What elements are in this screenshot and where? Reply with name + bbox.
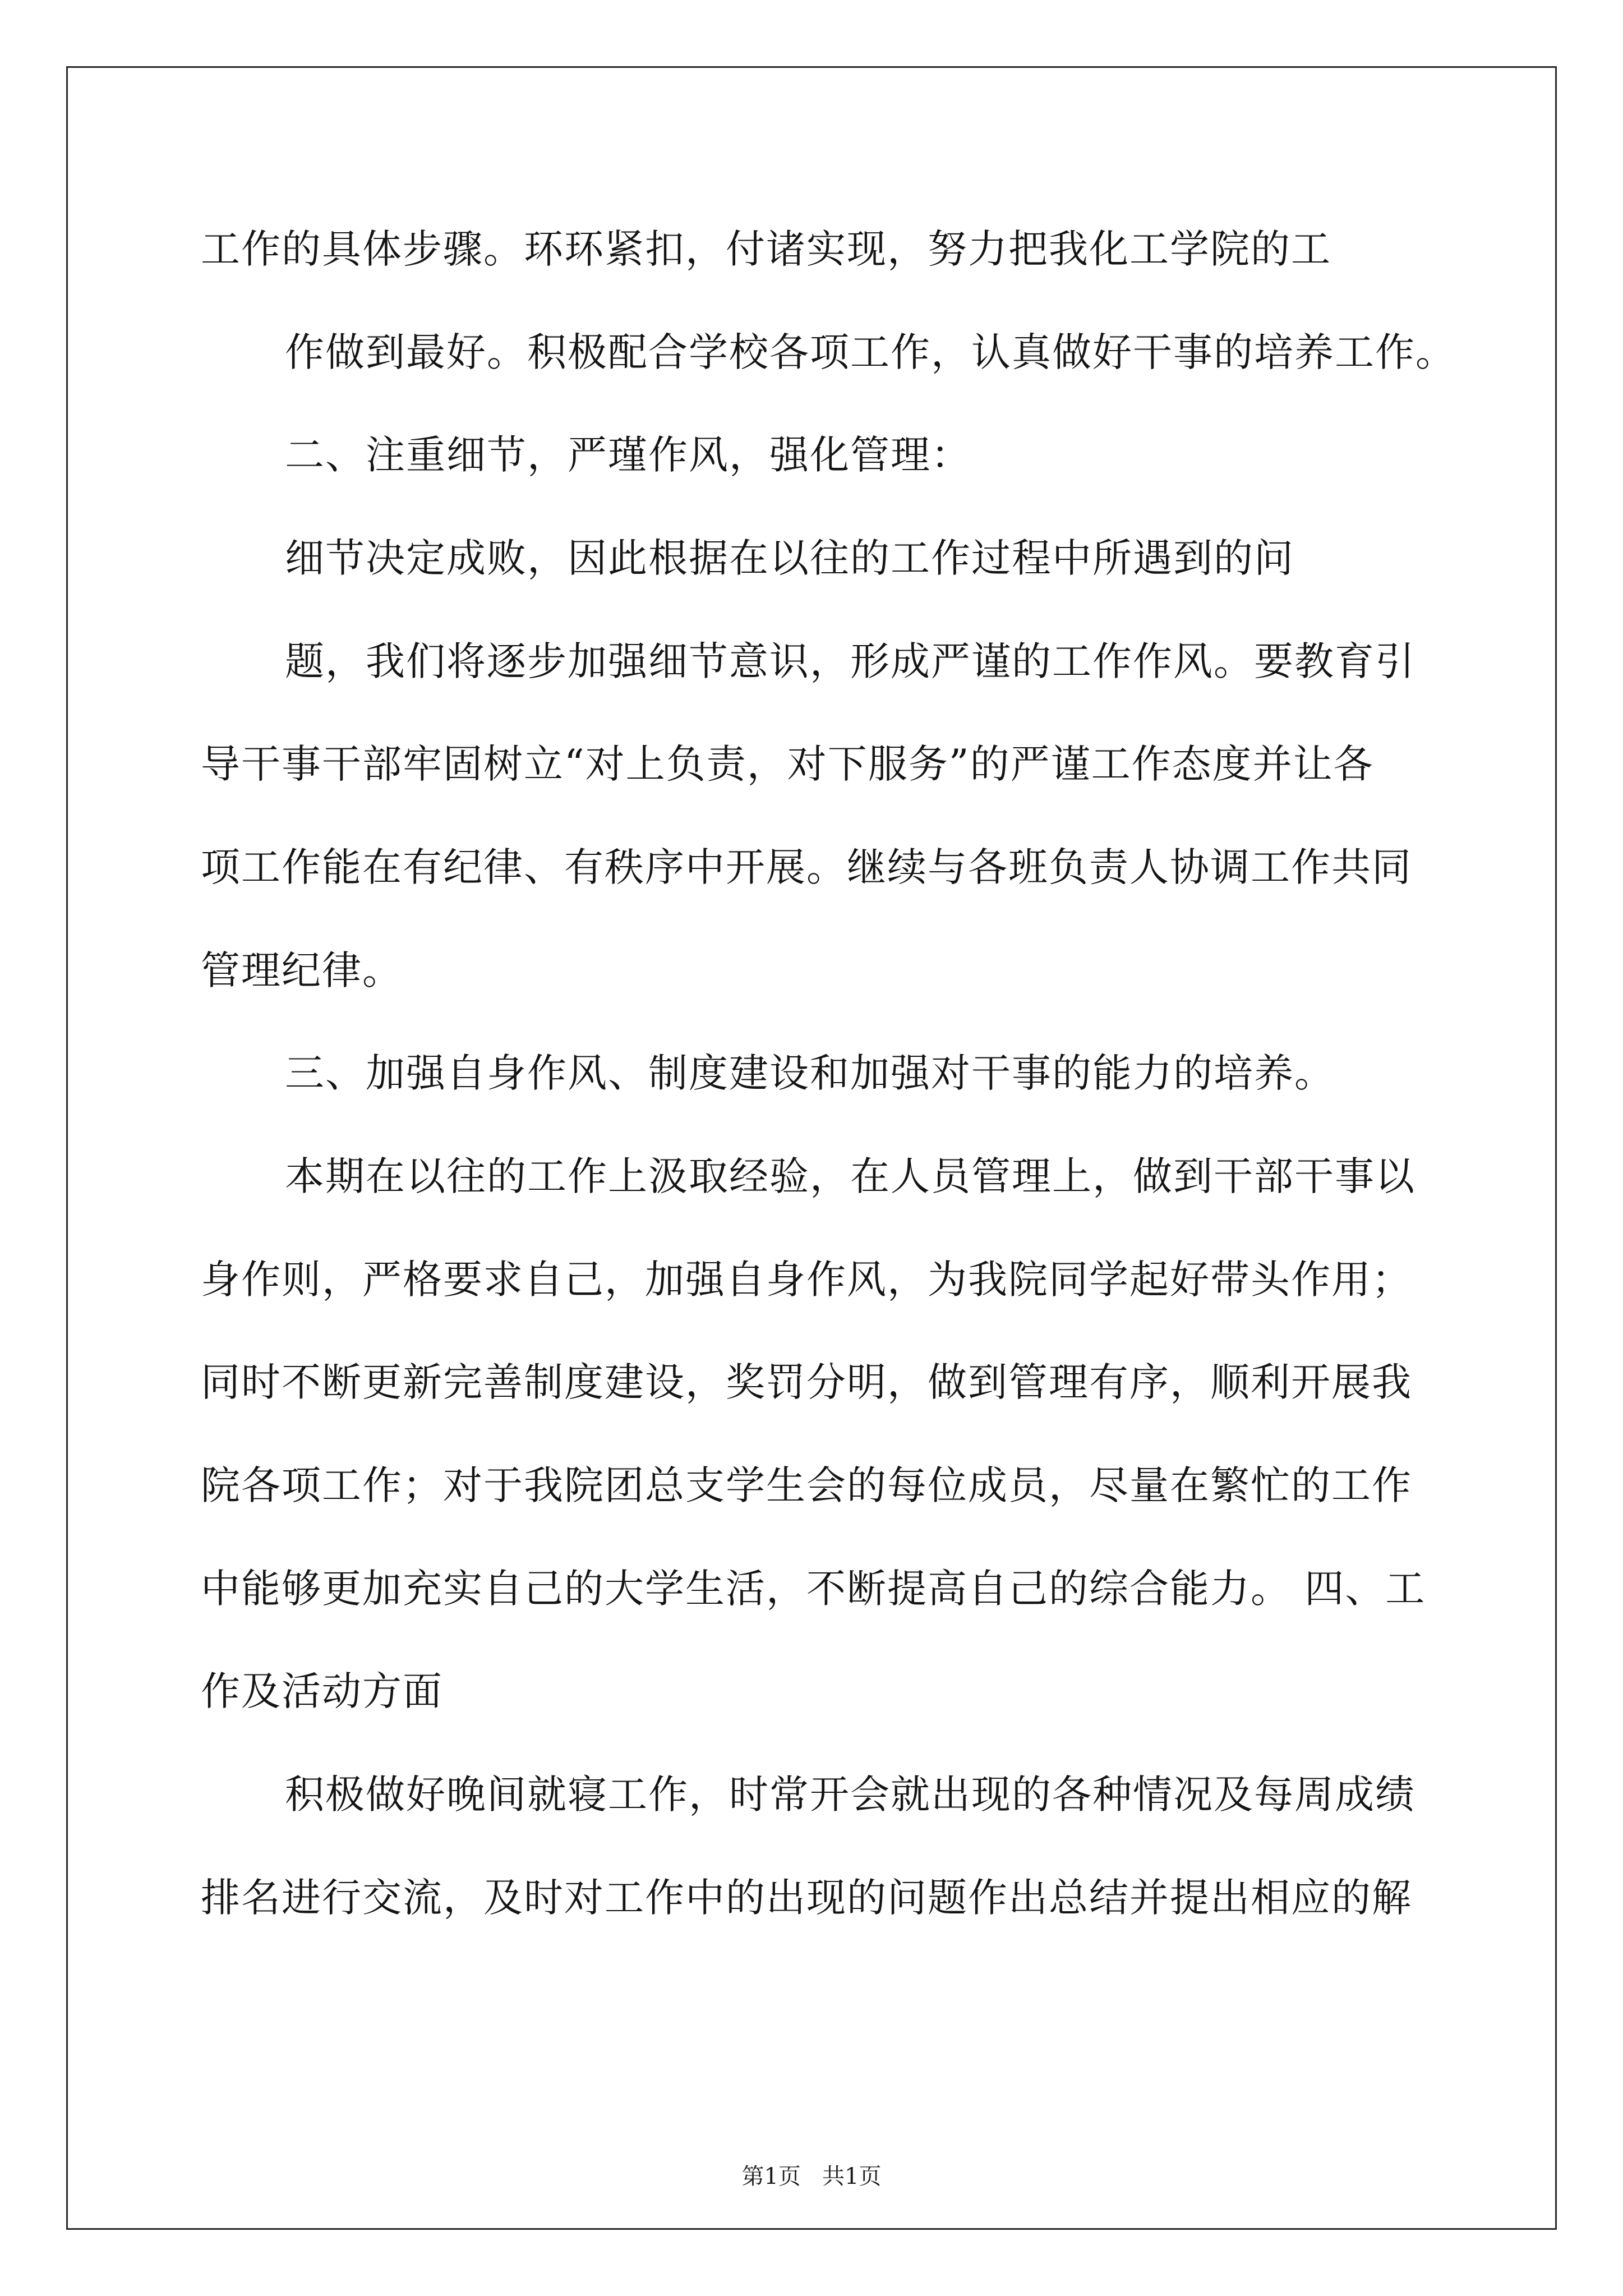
text-line: 作做到最好。积极配合学校各项工作，认真做好干事的培养工作。 xyxy=(285,329,1456,375)
text-line: 本期在以往的工作上汲取经验，在人员管理上，做到干部干事以 xyxy=(285,1153,1415,1199)
text-line: 中能够更加充实自己的大学生活，不断提高自己的综合能力。 四、工 xyxy=(201,1566,1426,1612)
text-line: 院各项工作；对于我院团总支学生会的每位成员，尽量在繁忙的工作 xyxy=(201,1462,1412,1508)
text-line: 题，我们将逐步加强细节意识，形成严谨的工作作风。要教育引 xyxy=(285,638,1415,684)
page-number-footer: 第1页 共1页 xyxy=(741,2164,882,2189)
text-line: 细节决定成败，因此根据在以往的工作过程中所遇到的问 xyxy=(285,535,1294,581)
text-line: 项工作能在有纪律、有秩序中开展。继续与各班负责人协调工作共同 xyxy=(201,844,1412,890)
text-line: 同时不断更新完善制度建设，奖罚分明，做到管理有序，顺利开展我 xyxy=(201,1359,1412,1405)
text-line: 身作则，严格要求自己，加强自身作风，为我院同学起好带头作用； xyxy=(201,1257,1412,1303)
text-line: 作及活动方面 xyxy=(201,1668,443,1714)
text-line: 排名进行交流，及时对工作中的出现的问题作出总结并提出相应的解 xyxy=(201,1875,1412,1921)
text-line: 工作的具体步骤。环环紧扣，付诸实现，努力把我化工学院的工 xyxy=(201,226,1331,272)
text-line: 导干事干部牢固树立“对上负责，对下服务”的严谨工作态度并让各 xyxy=(201,741,1374,787)
section-heading: 三、加强自身作风、制度建设和加强对干事的能力的培养。 xyxy=(285,1050,1335,1096)
text-line: 管理纪律。 xyxy=(201,947,403,993)
section-heading: 二、注重细节，严瑾作风，强化管理： xyxy=(285,432,971,478)
text-line: 积极做好晚间就寝工作，时常开会就出现的各种情况及每周成绩 xyxy=(285,1772,1415,1818)
